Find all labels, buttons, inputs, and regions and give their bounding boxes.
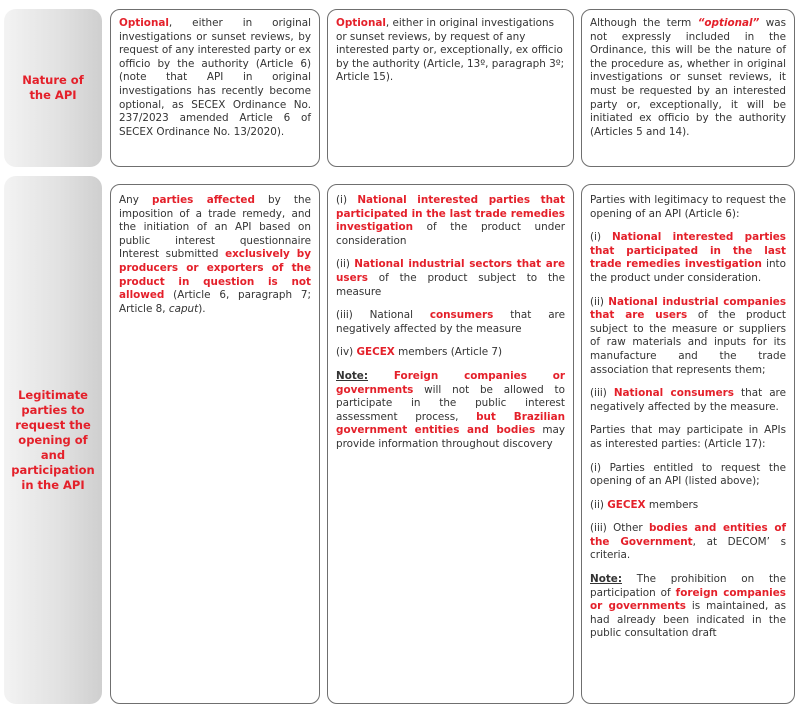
participant-ii [590,499,786,513]
cell-text: was not expressly included in the Ordinance, this will be the nature of the procedure as, whether in original investigations or sunset reviews, it must be requested by an interested party or, exceptionally, it will be initiated ex officio by the authority (Articles 5 and 14). [590,17,786,138]
cell-text: (ii) [336,258,355,271]
highlight-exclusively: exclusively by producers or exporters of the product in question is not allowed [119,248,311,302]
highlight: GECEX [356,346,395,359]
highlight-optional-quoted: “optional” [697,17,760,29]
row-nature-of-api [0,0,800,170]
cell-text: (iii) [590,387,614,400]
row-legitimate-parties [0,176,800,706]
item-iv [336,346,565,360]
highlight: bodies and entities of the Government [590,522,786,548]
cell-text: ). [198,302,206,315]
cell-text: that are negatively affected by the measure [336,309,565,335]
row-label-text: Legitimate parties to request the opening of and participation in the API [11,387,95,492]
participant-i: (i) Parties entitled to request the opening of an API (listed above); [590,461,786,488]
cell-text: of the product subject to the measure or suppliers of raw materials and inputs for its manufacture and the trade association that represents them; [590,309,786,376]
cell-text: Any [119,194,152,206]
highlight: National industrial sectors that are users [336,258,565,284]
highlight: National industrial companies that are users [590,295,786,322]
cell-text: (Article 6, paragraph 7; Article 8, [119,289,311,315]
row-label-nature [4,9,102,167]
highlight: National interested parties that participated in the last trade remedies investigation [336,194,565,234]
row-label-legitimate [4,176,102,704]
cell-text: (i) [336,194,358,206]
cell-text: , at DECOM’ s criteria. [590,535,786,562]
intro: Parties with legitimacy to request the opening of an API (Article 6): [590,194,786,220]
intro-2: Parties that may participate in APIs as interested parties: (Article 17): [590,424,786,450]
item-ii [336,258,565,299]
item-i [590,231,786,285]
cell-text: by the imposition of a trade remedy, and the initiation of an API based on public interest questionnaire Interest submitted [119,194,311,261]
highlight-optional: Optional [119,17,169,29]
cell-nature-col1 [110,9,320,167]
item-iii [590,387,786,414]
row-label-text: Nature of the API [22,73,84,102]
highlight: Foreign companies or governments [336,369,565,396]
cell-text: of the product subject to the measure [336,271,565,298]
highlight: consumers [429,309,494,322]
note [590,573,786,641]
item-ii [590,296,786,378]
highlight: foreign companies or governments [590,586,786,613]
cell-text: (iii) National [336,309,430,322]
cell-legitimate-col2 [327,184,574,704]
italic-caput: caput [168,302,199,315]
cell-text: of the product under consideration [336,221,565,247]
note-label: Note: [336,369,369,382]
cell-text: (iv) [336,346,357,359]
cell-nature-col2 [327,9,574,167]
cell-text: (ii) [590,295,609,308]
participant-iii [590,522,786,563]
highlight: National interested parties that participated in the last trade remedies investigation [590,231,786,271]
cell-nature-col3 [581,9,795,167]
highlight-optional: Optional [336,17,386,29]
cell-text: members (Article 7) [394,346,503,359]
cell-text: (i) [590,231,612,244]
cell-text: that are negatively affected by the measure. [590,387,786,413]
highlight: National consumers [613,387,734,400]
highlight: but Brazilian government entities and bodies [336,410,565,437]
cell-text: The prohibition on the participation of [590,573,786,599]
note [336,370,565,452]
item-iii [336,309,565,336]
cell-text: members [645,498,699,511]
cell-text: into the product under consideration. [590,258,786,284]
cell-text: Although the term [590,17,698,29]
item-i [336,194,565,248]
cell-text: , either in original investigations or sunset reviews, by request of any interested party or, exceptionally, ex officio by the authority (Article, 13º, paragraph 3º; Article 15). [336,17,565,84]
note-label: Note: [590,573,623,586]
cell-text: (ii) [590,498,608,511]
cell-text: may provide information throughout discovery [336,424,565,450]
highlight-parties-affected: parties affected [152,194,255,206]
cell-text: (iii) Other [590,522,649,535]
cell-legitimate-col1 [110,184,320,704]
highlight: GECEX [607,498,646,511]
cell-legitimate-col3 [581,184,795,704]
cell-text: is maintained, as had already been indicated in the public consultation draft [590,600,786,640]
cell-text: , either in original investigations or sunset reviews, by request of any interested party or ex officio by the authority (Article 6) (note that API in original investigations has recently become optional, as SECEX Ordinance No. 237/2023 amended Article 6 of SECEX Ordinance No. 13/2020). [119,17,311,138]
cell-text: will not be allowed to participate in the public interest assessment process, [336,383,565,423]
